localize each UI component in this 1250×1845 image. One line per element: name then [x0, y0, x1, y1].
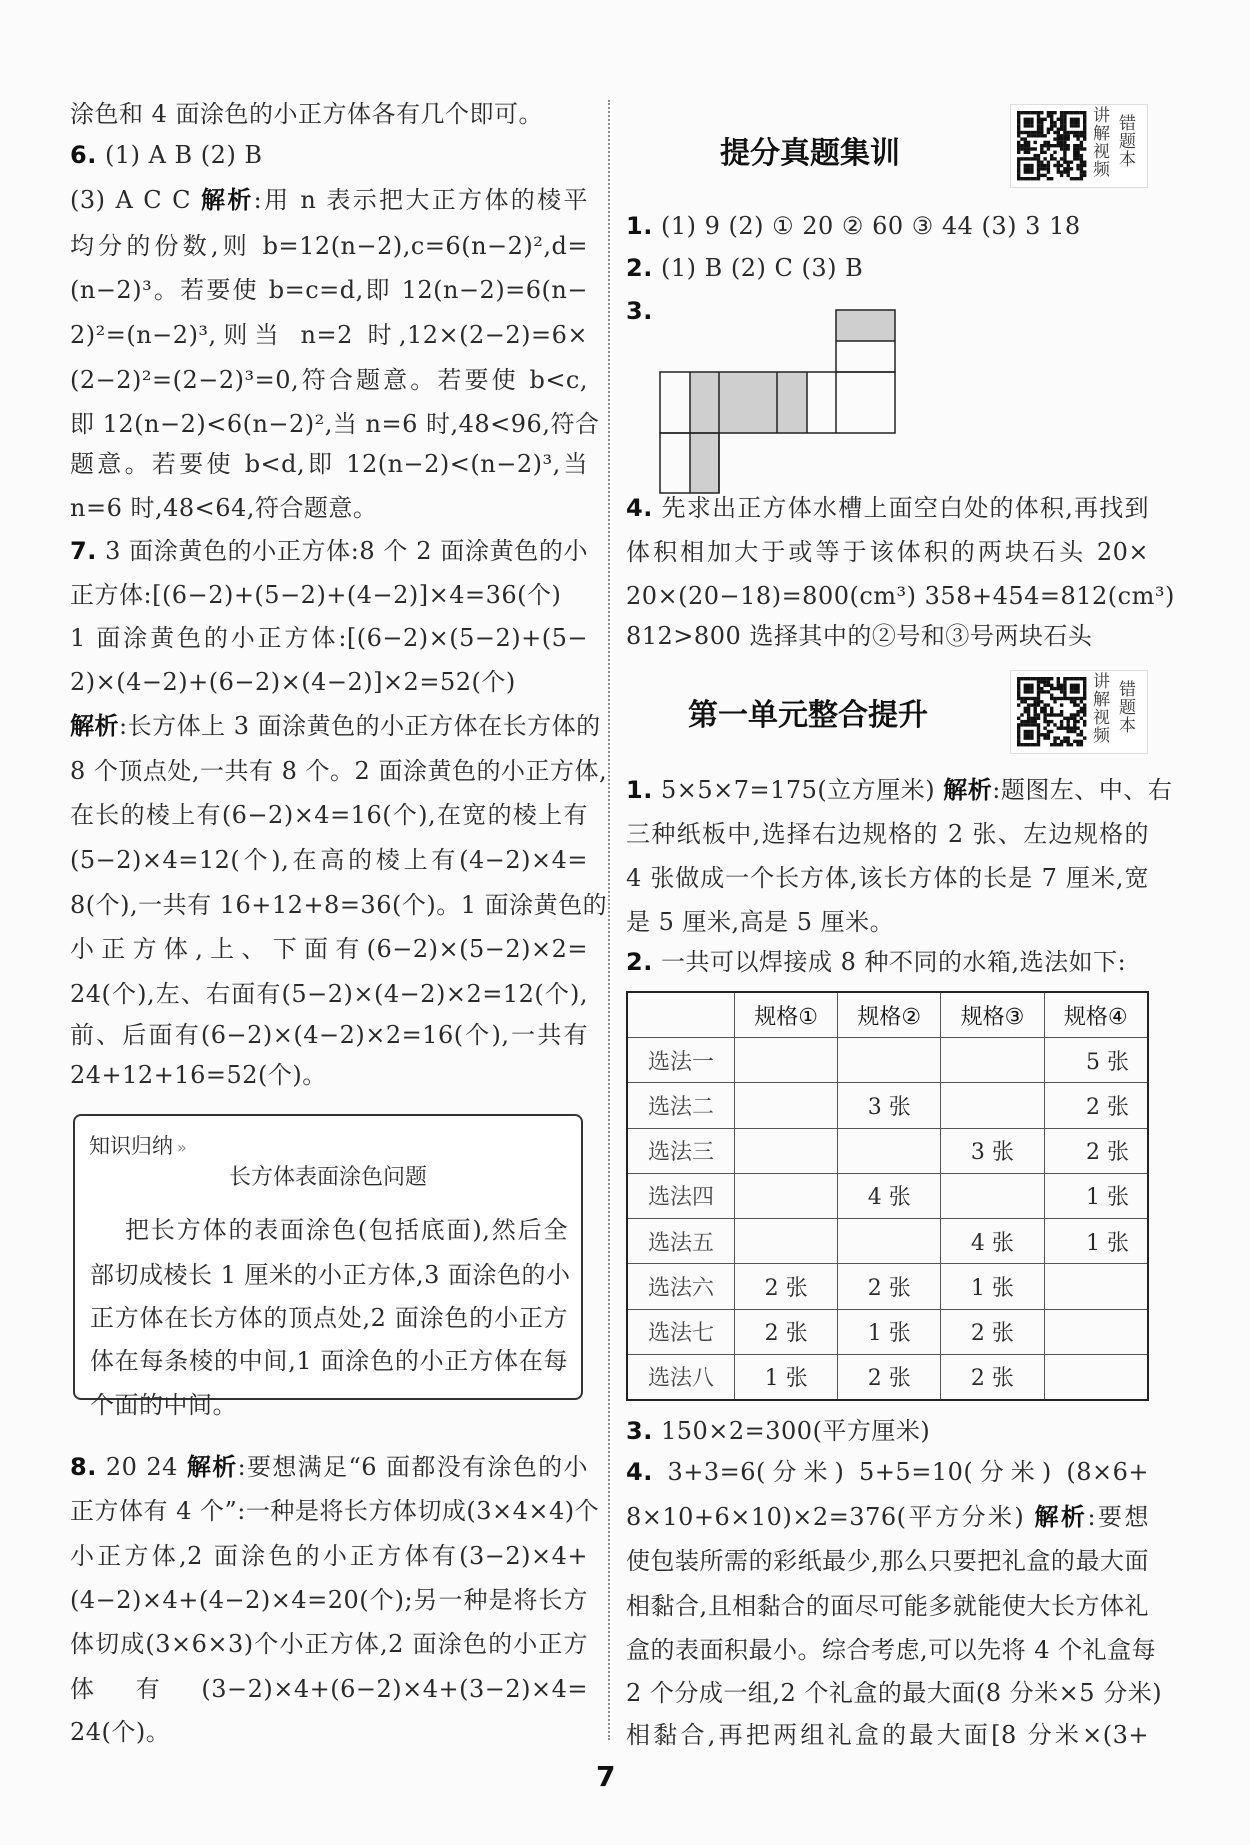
text-segment: 8×10+6×10)×2=376(平方分米) [626, 1503, 1035, 1531]
text-segment: 前、后面有(6−2)×(4−2)×2=16(个),一共有 [70, 1021, 588, 1049]
row-label-cell: 选法七 [627, 1309, 735, 1354]
box-header [89, 1130, 187, 1160]
text-segment: 4 张做成一个长方体,该长方体的长是 7 厘米,宽 [626, 864, 1149, 892]
text-line [70, 933, 588, 965]
text-segment: 2)×(4−2)+(6−2)×(4−2)]×2=52(个) [70, 668, 516, 696]
text-segment: 使包装所需的彩纸最少,那么只要把礼盒的最大面 [626, 1547, 1149, 1575]
text-segment: 正方体在长方体的顶点处,2 面涂色的小正方 [90, 1304, 568, 1332]
text-segment: 部切成棱长 1 厘米的小正方体,3 面涂色的小 [90, 1261, 571, 1289]
text-line [70, 1019, 588, 1051]
table-cell [941, 1083, 1044, 1128]
row-label-cell: 选法八 [627, 1354, 735, 1400]
text-segment: 24+12+16=52(个)。 [70, 1061, 327, 1089]
text-line [70, 889, 608, 921]
table-cell [1044, 1309, 1148, 1354]
table-row [627, 1038, 1148, 1083]
table-cell: 3 张 [941, 1128, 1044, 1173]
table-cell: 4 张 [941, 1219, 1044, 1264]
text-segment: 3 面涂黄色的小正方体:8 个 2 面涂黄色的小 [96, 537, 588, 565]
text-segment: 体在每条棱的中间,1 面涂色的小正方体在每 [90, 1347, 568, 1375]
text-segment: (n−2)³。若要使 b=c=d,即 12(n−2)=6(n− [70, 276, 588, 304]
text-segment: 小正方体,上、下面有(6−2)×(5−2)×2= [70, 935, 588, 963]
table-cell: 2 张 [735, 1309, 838, 1354]
table-cell: 5 张 [1044, 1038, 1148, 1083]
text-segment: 体有(3−2)×4+(6−2)×4+(3−2)×4= [70, 1675, 588, 1703]
text-segment: 150×2=300(平方厘米) [652, 1417, 931, 1445]
text-line [70, 98, 588, 130]
text-line [70, 274, 588, 306]
text-segment: 个面的中间。 [90, 1391, 237, 1419]
text-segment: 24(个),左、右面有(5−2)×(4−2)×2=12(个), [70, 980, 588, 1008]
text-line [626, 1719, 1149, 1751]
text-line [70, 184, 588, 216]
text-line [626, 1456, 1149, 1488]
text-line [70, 230, 588, 262]
text-line [626, 862, 1149, 894]
row-label-cell: 选法六 [627, 1264, 735, 1309]
row-label-cell: 选法一 [627, 1038, 735, 1083]
text-segment: 先求出正方体水槽上面空白处的体积,再找到 [652, 494, 1149, 522]
qr-code-card[interactable] [1010, 670, 1148, 754]
text-line [626, 774, 1173, 806]
text-segment: 是 5 厘米,高是 5 厘米。 [626, 908, 895, 936]
text-segment: 20×(20−18)=800(cm³) 358+454=812(cm³) [626, 582, 1175, 610]
table-cell [941, 1173, 1044, 1218]
text-line [626, 1501, 1149, 1533]
table-cell: 2 张 [1044, 1128, 1148, 1173]
table-cell [735, 1038, 838, 1083]
text-line [70, 319, 588, 351]
table-header-row [627, 992, 1148, 1038]
selection-table [626, 991, 1149, 1401]
table-cell: 2 张 [941, 1354, 1044, 1400]
text-segment: :要想满足“6 面都没有涂色的小 [237, 1453, 588, 1481]
table-cell: 2 张 [1044, 1083, 1148, 1128]
text-line [70, 579, 588, 611]
text-segment: (2−2)²=(2−2)³=0,符合题意。若要使 b<c, [70, 366, 588, 394]
text-line [70, 364, 588, 396]
text-segment: 在长的棱上有(6−2)×4=16(个),在宽的棱上有 [70, 801, 588, 829]
text-line [70, 755, 608, 787]
table-cell [1044, 1264, 1148, 1309]
text-segment: 体切成(3×6×3)个小正方体,2 面涂色的小正方 [70, 1630, 588, 1658]
table-cell: 1 张 [941, 1264, 1044, 1309]
text-line [70, 844, 588, 876]
text-segment: :长方体上 3 面涂黄色的小正方体在长方体的 [119, 712, 601, 740]
table-cell [735, 1083, 838, 1128]
text-segment: 题意。若要使 b<d,即 12(n−2)<(n−2)³,当 [70, 450, 588, 478]
text-line [70, 408, 600, 440]
table-cell [1044, 1354, 1148, 1400]
text-segment: 相黏合,且相黏合的面尽可能多就能使大长方体礼 [626, 1592, 1149, 1620]
column-divider [608, 100, 610, 1740]
table-cell: 1 张 [1044, 1173, 1148, 1218]
net-shaded-face [690, 372, 807, 433]
row-label-cell: 选法四 [627, 1173, 735, 1218]
text-line [626, 946, 1149, 978]
text-line [70, 1584, 588, 1616]
table-cell: 4 张 [838, 1173, 941, 1218]
box-title: 长方体表面涂色问题 [228, 1165, 427, 1190]
bold-label: 4. [626, 1458, 653, 1486]
section-title-tifen: 提分真题集训 [720, 136, 900, 171]
text-line [70, 710, 601, 742]
text-line [626, 1415, 1149, 1447]
text-line [70, 978, 588, 1010]
bold-label: 7. [70, 537, 97, 565]
bold-label: 2. [626, 254, 653, 282]
qr-code-icon [1017, 111, 1087, 181]
table-cell: 2 张 [941, 1309, 1044, 1354]
table-row [627, 1083, 1148, 1128]
text-segment: n=6 时,48<64,符合题意。 [70, 494, 378, 522]
text-line [70, 1673, 588, 1705]
table-header-cell: 规格② [838, 992, 941, 1038]
text-line [90, 1345, 568, 1377]
text-segment: 涂色和 4 面涂色的小正方体各有几个即可。 [70, 100, 544, 128]
section-title-unit1: 第一单元整合提升 [688, 698, 928, 733]
text-segment: 把长方体的表面涂色(包括底面),然后全 [125, 1216, 568, 1244]
bold-label: 1. [626, 212, 653, 240]
double-chevron-icon: » [177, 1138, 187, 1157]
text-segment: 8(个),一共有 16+12+8=36(个)。1 面涂黄色的 [70, 891, 608, 919]
text-line [70, 666, 588, 698]
text-line [626, 818, 1149, 850]
qr-label-errorbook: 错题本 [1119, 114, 1136, 170]
text-segment: 812>800 选择其中的②号和③号两块石头 [626, 622, 1093, 650]
bold-label: 3. [626, 297, 653, 325]
text-segment: 一共可以焊接成 8 种不同的水箱,选法如下: [652, 948, 1127, 976]
qr-label-video: 讲解视频 [1093, 106, 1110, 180]
page-number: 7 [596, 1760, 616, 1793]
bold-label: 1. [626, 776, 653, 804]
text-line [90, 1389, 568, 1421]
qr-label-errorbook: 错题本 [1119, 680, 1136, 736]
row-label-cell: 选法二 [627, 1083, 735, 1128]
row-label-cell: 选法三 [627, 1128, 735, 1173]
table-row [627, 1128, 1148, 1173]
knowledge-summary-box [73, 1114, 583, 1419]
table-header-cell: 规格③ [941, 992, 1044, 1038]
cube-net-figure [655, 305, 905, 500]
text-segment: (1) 9 (2) ① 20 ② 60 ③ 44 (3) 3 18 [652, 212, 1081, 240]
table-cell [838, 1219, 941, 1264]
table-cell: 1 张 [1044, 1219, 1148, 1264]
text-line [626, 1590, 1149, 1622]
text-segment: 5×5×7=175(立方厘米) [652, 776, 944, 804]
text-segment: 相黏合,再把两组礼盒的最大面[8 分米×(3+ [626, 1721, 1149, 1749]
table-cell [735, 1173, 838, 1218]
table-cell: 1 张 [838, 1309, 941, 1354]
text-line [626, 295, 1149, 327]
row-label-cell: 选法五 [627, 1219, 735, 1264]
text-segment: 即 12(n−2)<6(n−2)²,当 n=6 时,48<96,符合 [70, 410, 600, 438]
text-line [626, 1677, 1163, 1709]
text-segment: 8 个顶点处,一共有 8 个。2 面涂黄色的小正方体, [70, 757, 608, 785]
table-cell: 2 张 [735, 1264, 838, 1309]
text-segment: 体积相加大于或等于该体积的两块石头 20× [626, 538, 1149, 566]
text-segment: 正方体:[(6−2)+(5−2)+(4−2)]×4=36(个) [70, 581, 562, 609]
bold-label: 解析 [200, 186, 254, 214]
table-row [627, 1173, 1148, 1218]
text-segment: (5−2)×4=12(个),在高的棱上有(4−2)×4= [70, 846, 588, 874]
text-line [626, 906, 1149, 938]
table-row [627, 1309, 1148, 1354]
bold-label: 6. [70, 141, 97, 169]
text-line [70, 1716, 588, 1748]
text-segment: 盒的表面积最小。综合考虑,可以先将 4 个礼盒每 [626, 1636, 1157, 1664]
text-line [70, 1628, 588, 1660]
text-segment: 20 24 [96, 1453, 187, 1481]
table-row [627, 1354, 1148, 1400]
text-segment: 三种纸板中,选择右边规格的 2 张、左边规格的 [626, 820, 1149, 848]
bold-label: 2. [626, 948, 653, 976]
text-line [70, 492, 588, 524]
text-line [626, 1634, 1157, 1666]
text-line [70, 448, 588, 480]
text-line [626, 252, 1149, 284]
text-segment: 2)²=(n−2)³,则当 n=2 时,12×(2−2)=6× [70, 321, 588, 349]
bold-label: 解析 [943, 776, 993, 804]
bold-label: 解析 [1034, 1503, 1088, 1531]
text-line [70, 139, 588, 171]
text-line [70, 535, 588, 567]
text-segment: 小正方体,2 面涂色的小正方体有(3−2)×4+ [70, 1542, 588, 1570]
text-segment: (1) B (2) C (3) B [652, 254, 864, 282]
bold-label: 解析 [70, 712, 119, 740]
bold-label: 8. [70, 1453, 97, 1481]
text-segment: 2 个分成一组,2 个礼盒的最大面(8 分米×5 分米) [626, 1679, 1163, 1707]
text-line [70, 1540, 588, 1572]
table-cell [941, 1038, 1044, 1083]
text-line [90, 1259, 571, 1291]
qr-label-video: 讲解视频 [1093, 672, 1110, 746]
text-line [626, 210, 1149, 242]
text-line [70, 1495, 600, 1527]
box-header-label: 知识归纳 [89, 1134, 173, 1158]
text-line [70, 799, 588, 831]
bold-label: 解析 [186, 1453, 238, 1481]
text-segment: 3+3=6(分米) 5+5=10(分米) (8×6+ [652, 1458, 1149, 1486]
text-line [70, 622, 588, 654]
text-segment: (3) A C C [70, 186, 201, 214]
text-line [125, 1214, 568, 1246]
text-line [626, 1545, 1149, 1577]
table-header-cell: 规格④ [1044, 992, 1148, 1038]
net-shaded-face [690, 433, 719, 493]
text-segment: (4−2)×4+(4−2)×4=20(个);另一种是将长方 [70, 1586, 588, 1614]
table-cell: 1 张 [735, 1354, 838, 1400]
text-line [626, 580, 1175, 612]
text-segment: 1 面涂黄色的小正方体:[(6−2)×(5−2)+(5− [70, 624, 588, 652]
text-segment: 24(个)。 [70, 1718, 171, 1746]
text-line [626, 620, 1149, 652]
qr-code-card[interactable] [1010, 104, 1148, 188]
qr-code-icon [1017, 677, 1087, 747]
text-segment: :用 n 表示把大正方体的棱平 [253, 186, 588, 214]
table-cell [735, 1128, 838, 1173]
text-segment: :要想 [1087, 1503, 1150, 1531]
table-cell [838, 1128, 941, 1173]
table-row [627, 1219, 1148, 1264]
bold-label: 3. [626, 1417, 653, 1445]
text-line [626, 492, 1149, 524]
table-cell [735, 1219, 838, 1264]
table-cell [838, 1038, 941, 1083]
text-segment: :题图左、中、右 [992, 776, 1173, 804]
table-cell: 2 张 [838, 1354, 941, 1400]
table-row [627, 1264, 1148, 1309]
text-line [70, 1059, 588, 1091]
text-segment: 均分的份数,则 b=12(n−2),c=6(n−2)²,d= [70, 232, 588, 260]
bold-label: 4. [626, 494, 653, 522]
text-line [90, 1302, 568, 1334]
table-header-cell [627, 992, 735, 1038]
text-segment: (1) A B (2) B [96, 141, 263, 169]
text-line [626, 536, 1149, 568]
text-line [70, 1451, 588, 1483]
table-cell: 2 张 [838, 1264, 941, 1309]
table-cell: 3 张 [838, 1083, 941, 1128]
table-header-cell: 规格① [735, 992, 838, 1038]
text-segment: 正方体有 4 个”:一种是将长方体切成(3×4×4)个 [70, 1497, 600, 1525]
